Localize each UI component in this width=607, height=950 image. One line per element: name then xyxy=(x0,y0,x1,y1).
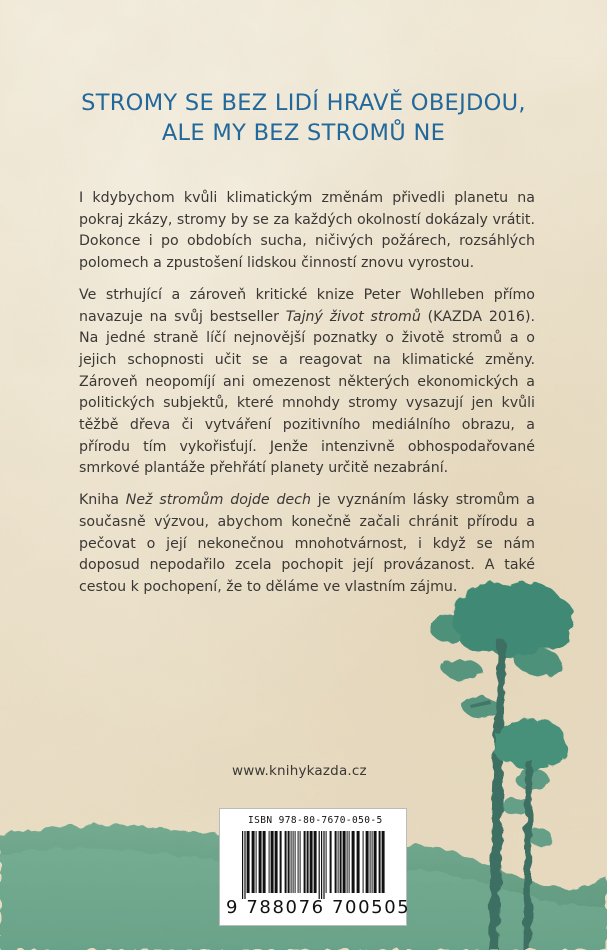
barcode-bar xyxy=(338,831,339,893)
barcode-bar xyxy=(310,831,313,893)
barcode-bar xyxy=(247,831,250,893)
isbn-barcode xyxy=(219,808,411,926)
book-title: Než stromům dojde dech xyxy=(125,492,311,509)
isbn-label: ISBN 978-80-7670-050-5 xyxy=(248,815,383,826)
barcode-bar xyxy=(256,831,257,893)
blurb-paragraph-1: I kdybychom kvůli klimatickým změnám přivedli planetu na pokraj zkázy, stromy by se za každých okolností dokázaly vrátit. Dokonce i po obdobích sucha, ničivých požárech, rozsáhlých polomech a zpustošení lidskou činností znovu vyrostou. xyxy=(79,190,535,272)
barcode-bar xyxy=(382,831,385,893)
barcode-bar xyxy=(363,831,364,893)
barcode-bar xyxy=(357,831,360,893)
barcode-digits: 9 788076 700505 xyxy=(226,897,411,918)
barcode-bar xyxy=(269,831,270,893)
blurb-paragraph-3-start: Kniha xyxy=(79,492,126,509)
blurb-paragraph-2-start: Ve strhující a zároveň kritické knize Peter Wohlleben přímo navazuje na svůj bestseller xyxy=(79,286,535,325)
barcode-bar xyxy=(252,831,255,893)
blurb-paragraph-3-end: je vyznáním lásky stromům a současně výzvou, abychom konečně začali chránit přírodu a pečovat o její nekonečnou mnohotvárnost, i když se nám doposud nepodařilo zcela pochopit její provázanost. A také cestou k pochopení, že to děláme ve vlastním zájmu. xyxy=(79,492,536,595)
barcode-bar xyxy=(335,831,337,893)
barcode-bar xyxy=(285,831,287,893)
barcode-bar xyxy=(293,831,294,893)
barcode-bar xyxy=(366,831,369,893)
barcode-bar xyxy=(349,831,350,893)
barcode-bar xyxy=(300,831,301,893)
barcode-bar xyxy=(291,831,292,893)
headline-line-2: ALE MY BEZ STROMŮ NE xyxy=(161,120,446,146)
barcode-bar xyxy=(298,831,299,893)
barcode-bar xyxy=(280,831,282,893)
barcode-bar xyxy=(370,831,371,893)
barcode-bar xyxy=(323,831,324,899)
publisher-website: www.knihykazda.cz xyxy=(232,763,367,779)
barcode-bar xyxy=(330,831,332,893)
barcode-bar xyxy=(347,831,348,893)
barcode-bar xyxy=(263,831,266,893)
barcode-bar xyxy=(295,831,296,893)
barcode-bar xyxy=(307,831,309,893)
barcode-bar xyxy=(343,831,346,893)
barcode-bar xyxy=(374,831,377,893)
barcode-bar xyxy=(259,831,262,893)
headline-line-1: STROMY SE BEZ LIDÍ HRAVĚ OBEJDOU, xyxy=(81,90,526,116)
barcode-bar xyxy=(340,831,342,893)
barcode-bar xyxy=(275,831,278,893)
barcode-bar xyxy=(379,831,381,893)
barcode-bar xyxy=(352,831,355,893)
barcode-bar xyxy=(288,831,290,893)
barcode-bars xyxy=(240,831,390,899)
barcode-bar xyxy=(304,831,306,893)
barcode-bar xyxy=(242,831,243,899)
blurb-paragraph-2-end: (KAZDA 2016). Na jedné straně líčí nejnovější poznatky o životě stromů a o jejich schopnosti učit se a reagovat na klimatické změny. Zároveň neopomíjí ani omezenost některých ekonomických a politických subjektů, které mnohdy stromy vysazují jen kvůli těžbě dřeva či vytváření pozitivního mediálního obrazu, a přírodu tím vykořisťují. Jenže intenzivně obhospodařované smrkové plantáže přehřátí planety určitě nezabrání. xyxy=(79,308,535,477)
barcode-bar xyxy=(326,831,327,893)
book-title-reference: Tajný život stromů xyxy=(285,308,421,325)
barcode-bar xyxy=(314,831,317,893)
barcode-bar xyxy=(319,831,320,899)
barcode-bar xyxy=(244,831,245,899)
barcode-bar xyxy=(321,831,322,899)
barcode-bar xyxy=(372,831,373,893)
barcode-bar xyxy=(271,831,274,893)
